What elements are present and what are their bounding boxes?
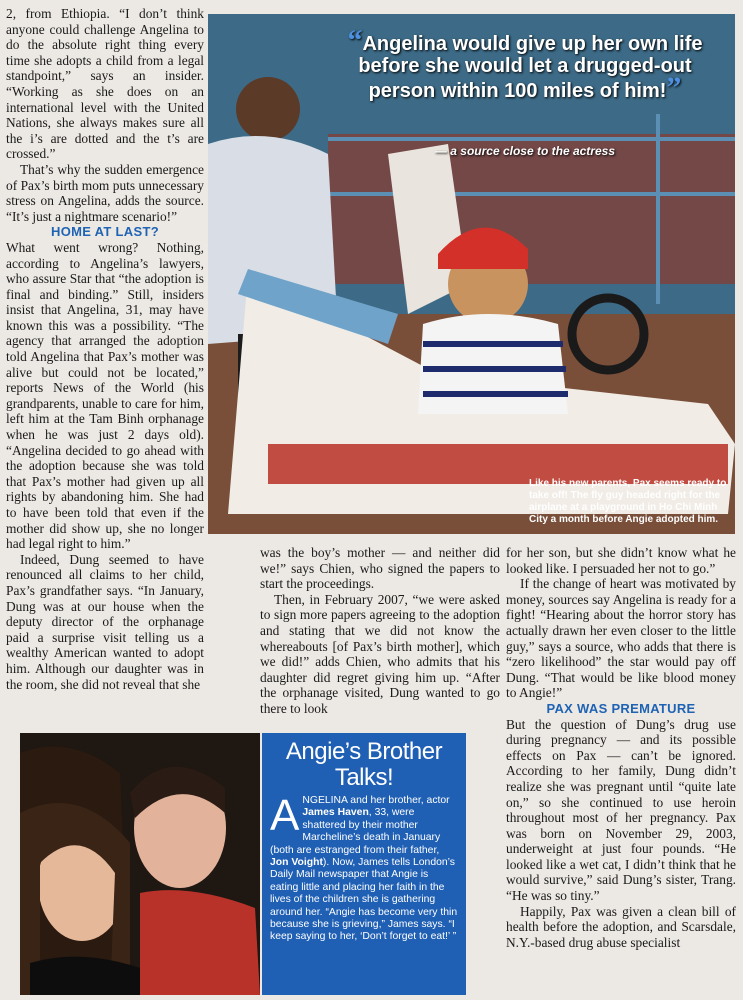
paragraph: Then, in February 2007, “we were asked to sign more papers agreeing to the adoption and stating that we did not know the whereabouts [of Pax’s birth mother], which we did!” adds Chien, who admits that his daughter did regret giving him up. “After the orphanage visited, Dung wanted to go there to look: [260, 591, 500, 716]
paragraph: What went wrong? Nothing, according to Angelina’s lawyers, who assure Star that “the adoption is final and binding.” Still, insiders insist that Angelina, 31, may have known this was a possibility. “The agency that arranged the adoption told Angelina that Pax’s mother was alive but could not be located,” reports News of the World (his grandparents, unable to care for him, left him at the Tam Binh orphanage when he was just 2 days old). “Angelina decided to go ahead with the adoption because she was told that Pax’s mother had given up all rights by abandoning him. She had to have been told that even if the mother did show up, she no longer had legal right to him.”: [6, 239, 204, 552]
sidebar-text: NGELINA and her brother, actor: [302, 795, 450, 806]
sidebar-name: Jon Voight: [270, 857, 323, 869]
paragraph: But the question of Dung’s drug use during pregnancy — and its possible effects on Pax — can’t be ignored. According to her family, Dung didn’t realize she was pregnant until “quite late on,” so she continued to use heroin throughout most of her pregnancy. Pax was born on November 29, 2003, underweight at just four pounds. “He looked like a wet cat, I didn’t think that he would survive,” said Dung’s sister, Trang. “He was so tiny.”: [506, 716, 736, 904]
quote-attribution: — a source close to the actress: [434, 144, 615, 158]
sidebar-body: [270, 791, 458, 944]
paragraph: If the change of heart was motivated by money, sources say Angelina is ready for a fight! “Hearing about the horror story has actually drawn her even closer to the little guy,” says a source, who adds that there is “zero likelihood” the star would pay off Dung. “That would be like blood money to Angie!”: [506, 576, 736, 701]
paragraph: Indeed, Dung seemed to have renounced all claims to her child, Pax’s grandfather says. “In January, Dung was at our house when the deputy director of the orphanage paid a surprise visit telling us a wealthy American wanted to adopt him. Although our daughter was in the room, she did not reveal that she: [6, 551, 204, 692]
sidebar-angies-brother: [262, 733, 466, 995]
paragraph: for her son, but she didn’t know what he looked like. I persuaded her not to go.”: [506, 545, 736, 576]
paragraph: 2, from Ethiopia. “I don’t think anyone could challenge Angelina to do the absolute right thing every time she adopts a child from a legal standpoint,” says an insider. “Working as she does on an international level with the United Nations, she always makes sure all the i’s are dotted and the t’s are crossed.”: [6, 6, 204, 162]
photo-caption: Like his new parents, Pax seems ready to take off! The fly guy headed right for the airplane at a playground in Ho Chi Minh City a month before Angie adopted him.: [529, 478, 727, 525]
section-heading: HOME AT LAST?: [51, 224, 159, 240]
section-heading: PAX WAS PREMATURE: [546, 700, 696, 716]
photo-angelina-and-brother: [20, 733, 260, 995]
article-column-middle: [260, 545, 500, 717]
pull-quote: [345, 24, 705, 104]
article-column-left: [6, 6, 204, 692]
sidebar-title: Angie’s Brother Talks!: [285, 738, 443, 791]
sidebar-text: , 33, were shattered by their mother Marcheline’s death in January (both are estranged from their father,: [270, 807, 441, 856]
open-quote-icon: “: [347, 24, 363, 57]
drop-cap: A: [270, 791, 300, 840]
paragraph: was the boy’s mother — and neither did we!” says Chien, who signed the papers to start the proceedings.: [260, 545, 500, 592]
paragraph: Happily, Pax was given a clean bill of health before the adoption, and Scarsdale, N.Y.-based drug abuse specialist: [506, 903, 736, 950]
photo-pax-playground: [208, 14, 735, 534]
photo-illustration: [20, 733, 260, 995]
close-quote-icon: ”: [666, 71, 682, 104]
paragraph: That’s why the sudden emergence of Pax’s birth mom puts unnecessary stress on Angelina, adds the source. “It’s just a nightmare scenario!”: [6, 161, 204, 224]
article-column-right: [506, 545, 736, 950]
pull-quote-text: Angelina would give up her own life before she would let a drugged-out person within 100 miles of him!: [358, 33, 703, 102]
sidebar-name: James Haven: [302, 807, 369, 819]
sidebar-text: ). Now, James tells London’s Daily Mail newspaper that Angie is eating little and placing her faith in the lives of the children she is gathering around her. “Angie has become very thin because she is grieving,” James says. “I keep saying to her, ‘Don’t forget to eat!’ ”: [270, 857, 458, 943]
